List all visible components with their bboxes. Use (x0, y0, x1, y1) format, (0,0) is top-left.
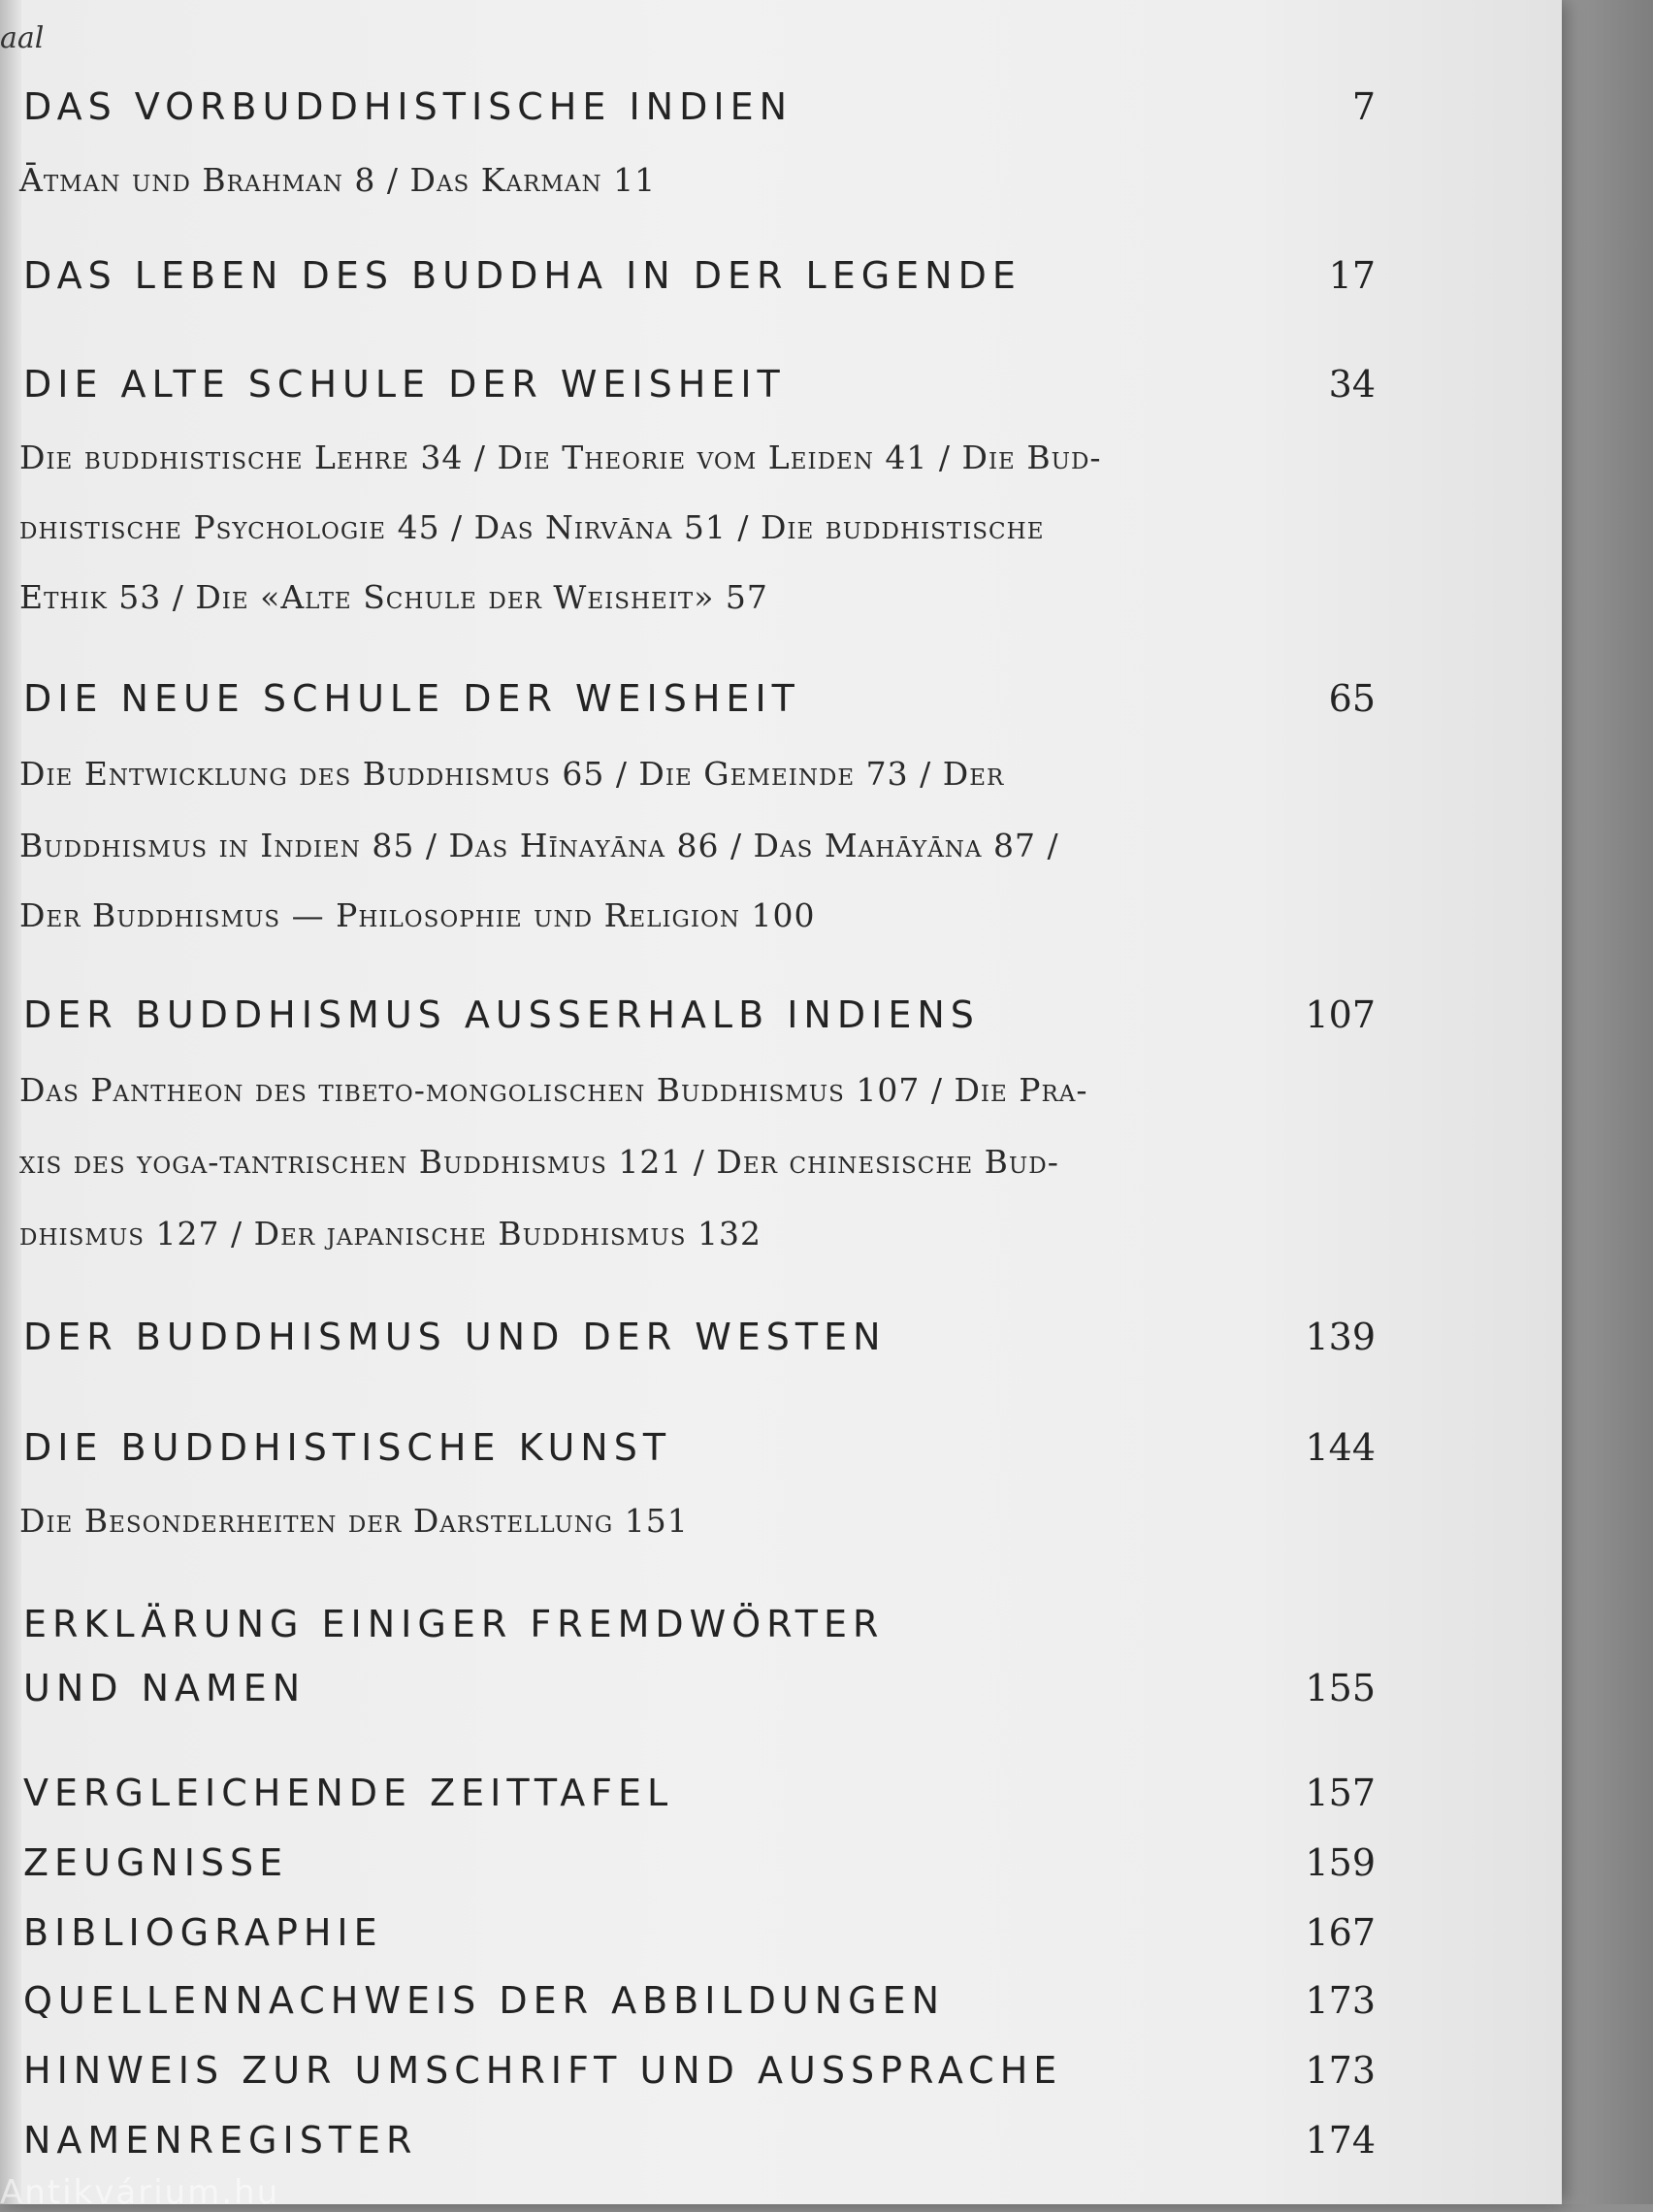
chapter-title: QUELLENNACHWEIS DER ABBILDUNGEN (23, 1979, 946, 2022)
toc-chapter (23, 1316, 1401, 1383)
chapter-page-number: 34 (1328, 363, 1376, 406)
chapter-title: DIE BUDDHISTISCHE KUNST (23, 1426, 672, 1469)
chapter-title: DIE NEUE SCHULE DER WEISHEIT (23, 677, 800, 720)
toc-subentry: Das Pantheon des tibeto-mongolischen Buddhismus 107 / Die Pra- (19, 1071, 1088, 1109)
toc-subentry: dhistische Psychologie 45 / Das Nirvāna 51 / Die buddhistische (19, 508, 1045, 546)
watermark: Antikvárium.hu (0, 2173, 280, 2212)
toc-chapter (23, 1426, 1401, 1494)
chapter-page-number: 139 (1305, 1316, 1376, 1358)
toc-chapter (23, 2049, 1401, 2117)
toc-subentry: dhismus 127 / Der japanische Buddhismus 132 (19, 1215, 762, 1252)
chapter-title: VERGLEICHENDE ZEITTAFEL (23, 1772, 674, 1814)
toc-chapter (23, 254, 1401, 322)
toc-chapter (23, 1667, 1401, 1735)
chapter-title: DAS LEBEN DES BUDDHA IN DER LEGENDE (23, 254, 1021, 297)
chapter-title: DAS VORBUDDHISTISCHE INDIEN (23, 85, 794, 128)
toc-chapter (23, 1841, 1401, 1909)
toc-subentry: Der Buddhismus — Philosophie und Religion 100 (19, 896, 816, 934)
chapter-page-number: 157 (1305, 1772, 1376, 1814)
toc-subentry: Buddhismus in Indien 85 / Das Hīnayāna 86 / Das Mahāyāna 87 / (19, 827, 1059, 864)
toc-chapter (23, 85, 1401, 153)
toc-chapter (23, 677, 1401, 745)
toc-subentry: Ātman und Brahman 8 / Das Karman 11 (19, 161, 657, 199)
toc-chapter-title-line1: ERKLÄRUNG EINIGER FREMDWÖRTER (23, 1603, 885, 1645)
chapter-title: DIE ALTE SCHULE DER WEISHEIT (23, 363, 786, 406)
chapter-title-line2: UND NAMEN (23, 1667, 307, 1709)
chapter-title: ZEUGNISSE (23, 1841, 289, 1884)
chapter-page-number: 65 (1328, 677, 1376, 720)
chapter-title: HINWEIS ZUR UMSCHRIFT UND AUSSPRACHE (23, 2049, 1063, 2092)
chapter-page-number: 174 (1305, 2119, 1376, 2162)
chapter-title: BIBLIOGRAPHIE (23, 1911, 383, 1954)
chapter-page-number: 173 (1305, 1979, 1376, 2022)
chapter-page-number: 159 (1305, 1841, 1376, 1884)
toc-subentry: Die Besonderheiten der Darstellung 151 (19, 1502, 689, 1540)
chapter-page-number: 155 (1305, 1667, 1376, 1709)
page-gutter (0, 0, 21, 2204)
toc-subentry: xis des yoga-tantrischen Buddhismus 121 / Der chinesische Bud- (19, 1143, 1059, 1181)
toc-chapter (23, 1979, 1401, 2047)
chapter-page-number: 173 (1305, 2049, 1376, 2092)
toc-chapter (23, 993, 1401, 1061)
toc-chapter (23, 1911, 1401, 1979)
toc-subentry: Ethik 53 / Die «Alte Schule der Weisheit» 57 (19, 578, 768, 616)
toc-subentry: Die Entwicklung des Buddhismus 65 / Die Gemeinde 73 / Der (19, 755, 1005, 793)
chapter-title: DER BUDDHISMUS UND DER WESTEN (23, 1316, 887, 1358)
chapter-title: DER BUDDHISMUS AUSSERHALB INDIENS (23, 993, 980, 1036)
chapter-page-number: 107 (1305, 993, 1376, 1036)
toc-subentry: Die buddhistische Lehre 34 / Die Theorie vom Leiden 41 / Die Bud- (19, 439, 1102, 476)
chapter-page-number: 167 (1305, 1911, 1376, 1954)
chapter-page-number: 17 (1328, 254, 1376, 297)
margin-note: aal (0, 21, 45, 55)
chapter-title: NAMENREGISTER (23, 2119, 418, 2162)
chapter-page-number: 144 (1305, 1426, 1376, 1469)
toc-chapter (23, 1772, 1401, 1839)
toc-chapter (23, 363, 1401, 431)
chapter-page-number: 7 (1351, 85, 1376, 128)
